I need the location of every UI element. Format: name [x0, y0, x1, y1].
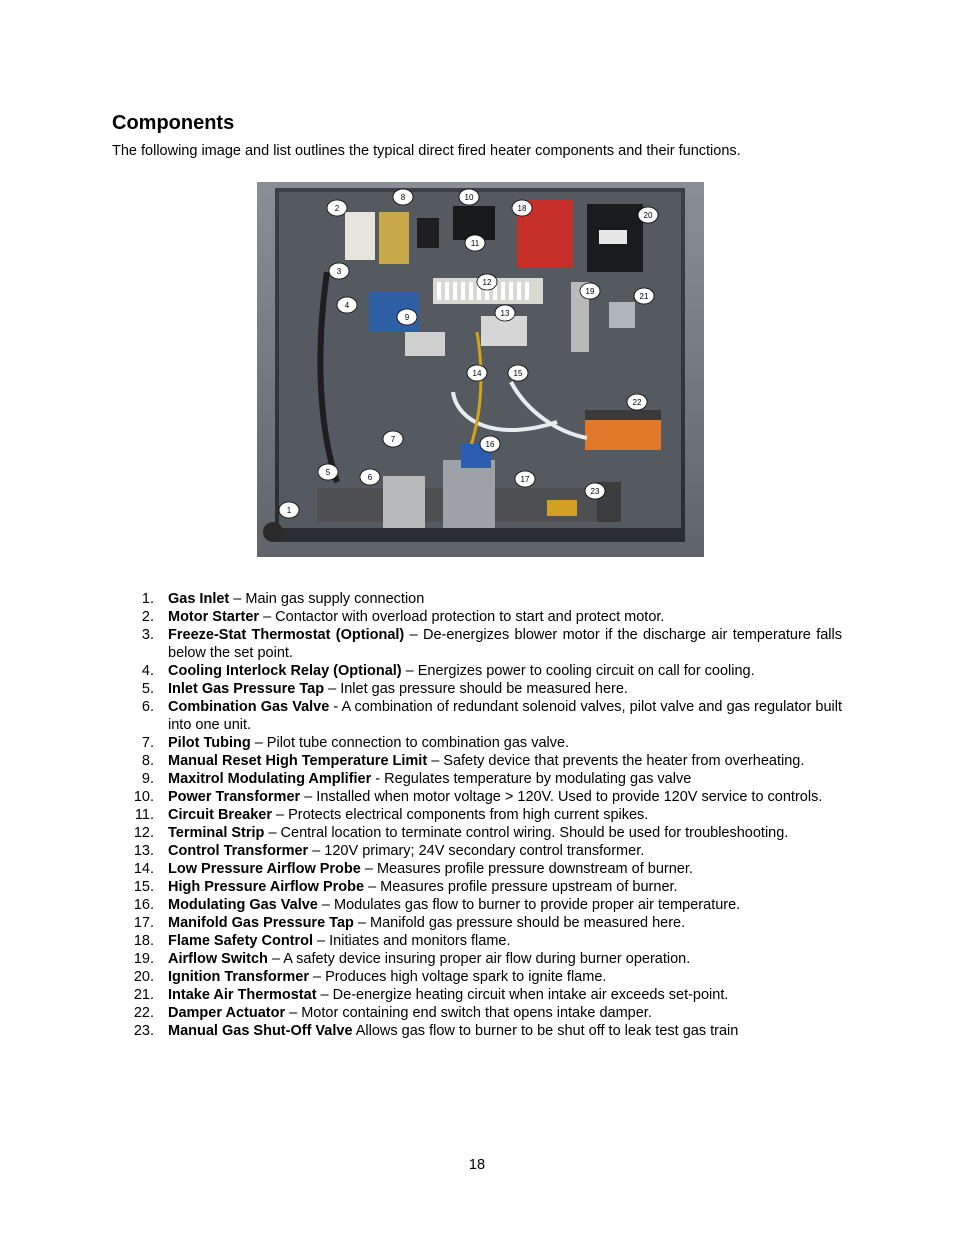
- callout-16: 16: [485, 440, 495, 449]
- list-item: 17. Manifold Gas Pressure Tap – Manifold gas pressure should be measured here.: [133, 915, 686, 931]
- callout-12: 12: [482, 278, 492, 287]
- callout-20: 20: [643, 211, 653, 220]
- list-item: 23. Manual Gas Shut-Off Valve Allows gas flow to burner to be shut off to leak test gas train: [133, 1023, 739, 1039]
- page-title: Components: [112, 112, 235, 134]
- list-item: 4. Cooling Interlock Relay (Optional) – Energizes power to cooling circuit on call for cooling.: [141, 663, 755, 679]
- list-item: 10. Power Transformer – Installed when motor voltage > 120V. Used to provide 120V service to controls.: [133, 789, 823, 805]
- callout-3: 3: [336, 267, 342, 276]
- list-item: 15. High Pressure Airflow Probe – Measures profile pressure upstream of burner.: [133, 879, 678, 895]
- callout-14: 14: [472, 369, 482, 378]
- callout-8: 8: [400, 193, 406, 202]
- intro-paragraph: The following image and list outlines the typical direct fired heater components and their functions.: [112, 143, 741, 159]
- callout-6: 6: [367, 473, 373, 482]
- list-item: 19. Airflow Switch – A safety device insuring proper air flow during burner operation.: [133, 951, 691, 967]
- list-item: 2. Motor Starter – Contactor with overload protection to start and protect motor.: [141, 609, 665, 625]
- callout-7: 7: [390, 435, 396, 444]
- list-item: 5. Inlet Gas Pressure Tap – Inlet gas pressure should be measured here.: [141, 681, 628, 697]
- callout-19: 19: [585, 287, 595, 296]
- list-item: 20. Ignition Transformer – Produces high voltage spark to ignite flame.: [133, 969, 607, 985]
- list-item: 12. Terminal Strip – Central location to terminate control wiring. Should be used for troubleshooting.: [133, 825, 789, 841]
- list-item: 22. Damper Actuator – Motor containing end switch that opens intake damper.: [133, 1005, 652, 1021]
- list-item: 7. Pilot Tubing – Pilot tube connection to combination gas valve.: [141, 735, 570, 751]
- list-item: 8. Manual Reset High Temperature Limit – Safety device that prevents the heater from overheating.: [141, 753, 805, 769]
- list-item: 14. Low Pressure Airflow Probe – Measures profile pressure downstream of burner.: [133, 861, 693, 877]
- callout-18: 18: [517, 204, 527, 213]
- callout-5: 5: [325, 468, 331, 477]
- list-item: 21. Intake Air Thermostat – De-energize heating circuit when intake air exceeds set-point.: [133, 987, 729, 1003]
- callout-22: 22: [632, 398, 642, 407]
- list-item: 9. Maxitrol Modulating Amplifier - Regulates temperature by modulating gas valve: [141, 771, 692, 787]
- callout-4: 4: [344, 301, 350, 310]
- list-item: 13. Control Transformer – 120V primary; 24V secondary control transformer.: [133, 843, 645, 859]
- callout-13: 13: [500, 309, 510, 318]
- callout-1: 1: [286, 506, 292, 515]
- page-number: 18: [468, 1157, 486, 1173]
- components-list: [0, 590, 954, 1040]
- heater-components-photo: [257, 182, 704, 557]
- callout-10: 10: [464, 193, 474, 202]
- callout-21: 21: [639, 292, 649, 301]
- callout-23: 23: [590, 487, 600, 496]
- list-item: 11. Circuit Breaker – Protects electrical components from high current spikes.: [134, 807, 649, 823]
- list-item: 3. Freeze-Stat Thermostat (Optional) – De-energizes blower motor if the discharge air temperature falls below the set point.: [141, 627, 842, 661]
- list-item: 16. Modulating Gas Valve – Modulates gas flow to burner to provide proper air temperature.: [133, 897, 741, 913]
- list-item: 6. Combination Gas Valve - A combination of redundant solenoid valves, pilot valve and gas regulator built into one unit.: [141, 699, 842, 733]
- callout-17: 17: [520, 475, 530, 484]
- list-item: 1. Gas Inlet – Main gas supply connection: [141, 591, 425, 607]
- callout-9: 9: [404, 313, 410, 322]
- callout-11: 11: [470, 239, 480, 248]
- callout-2: 2: [334, 204, 340, 213]
- callout-15: 15: [513, 369, 523, 378]
- list-item: 18. Flame Safety Control – Initiates and monitors flame.: [133, 933, 511, 949]
